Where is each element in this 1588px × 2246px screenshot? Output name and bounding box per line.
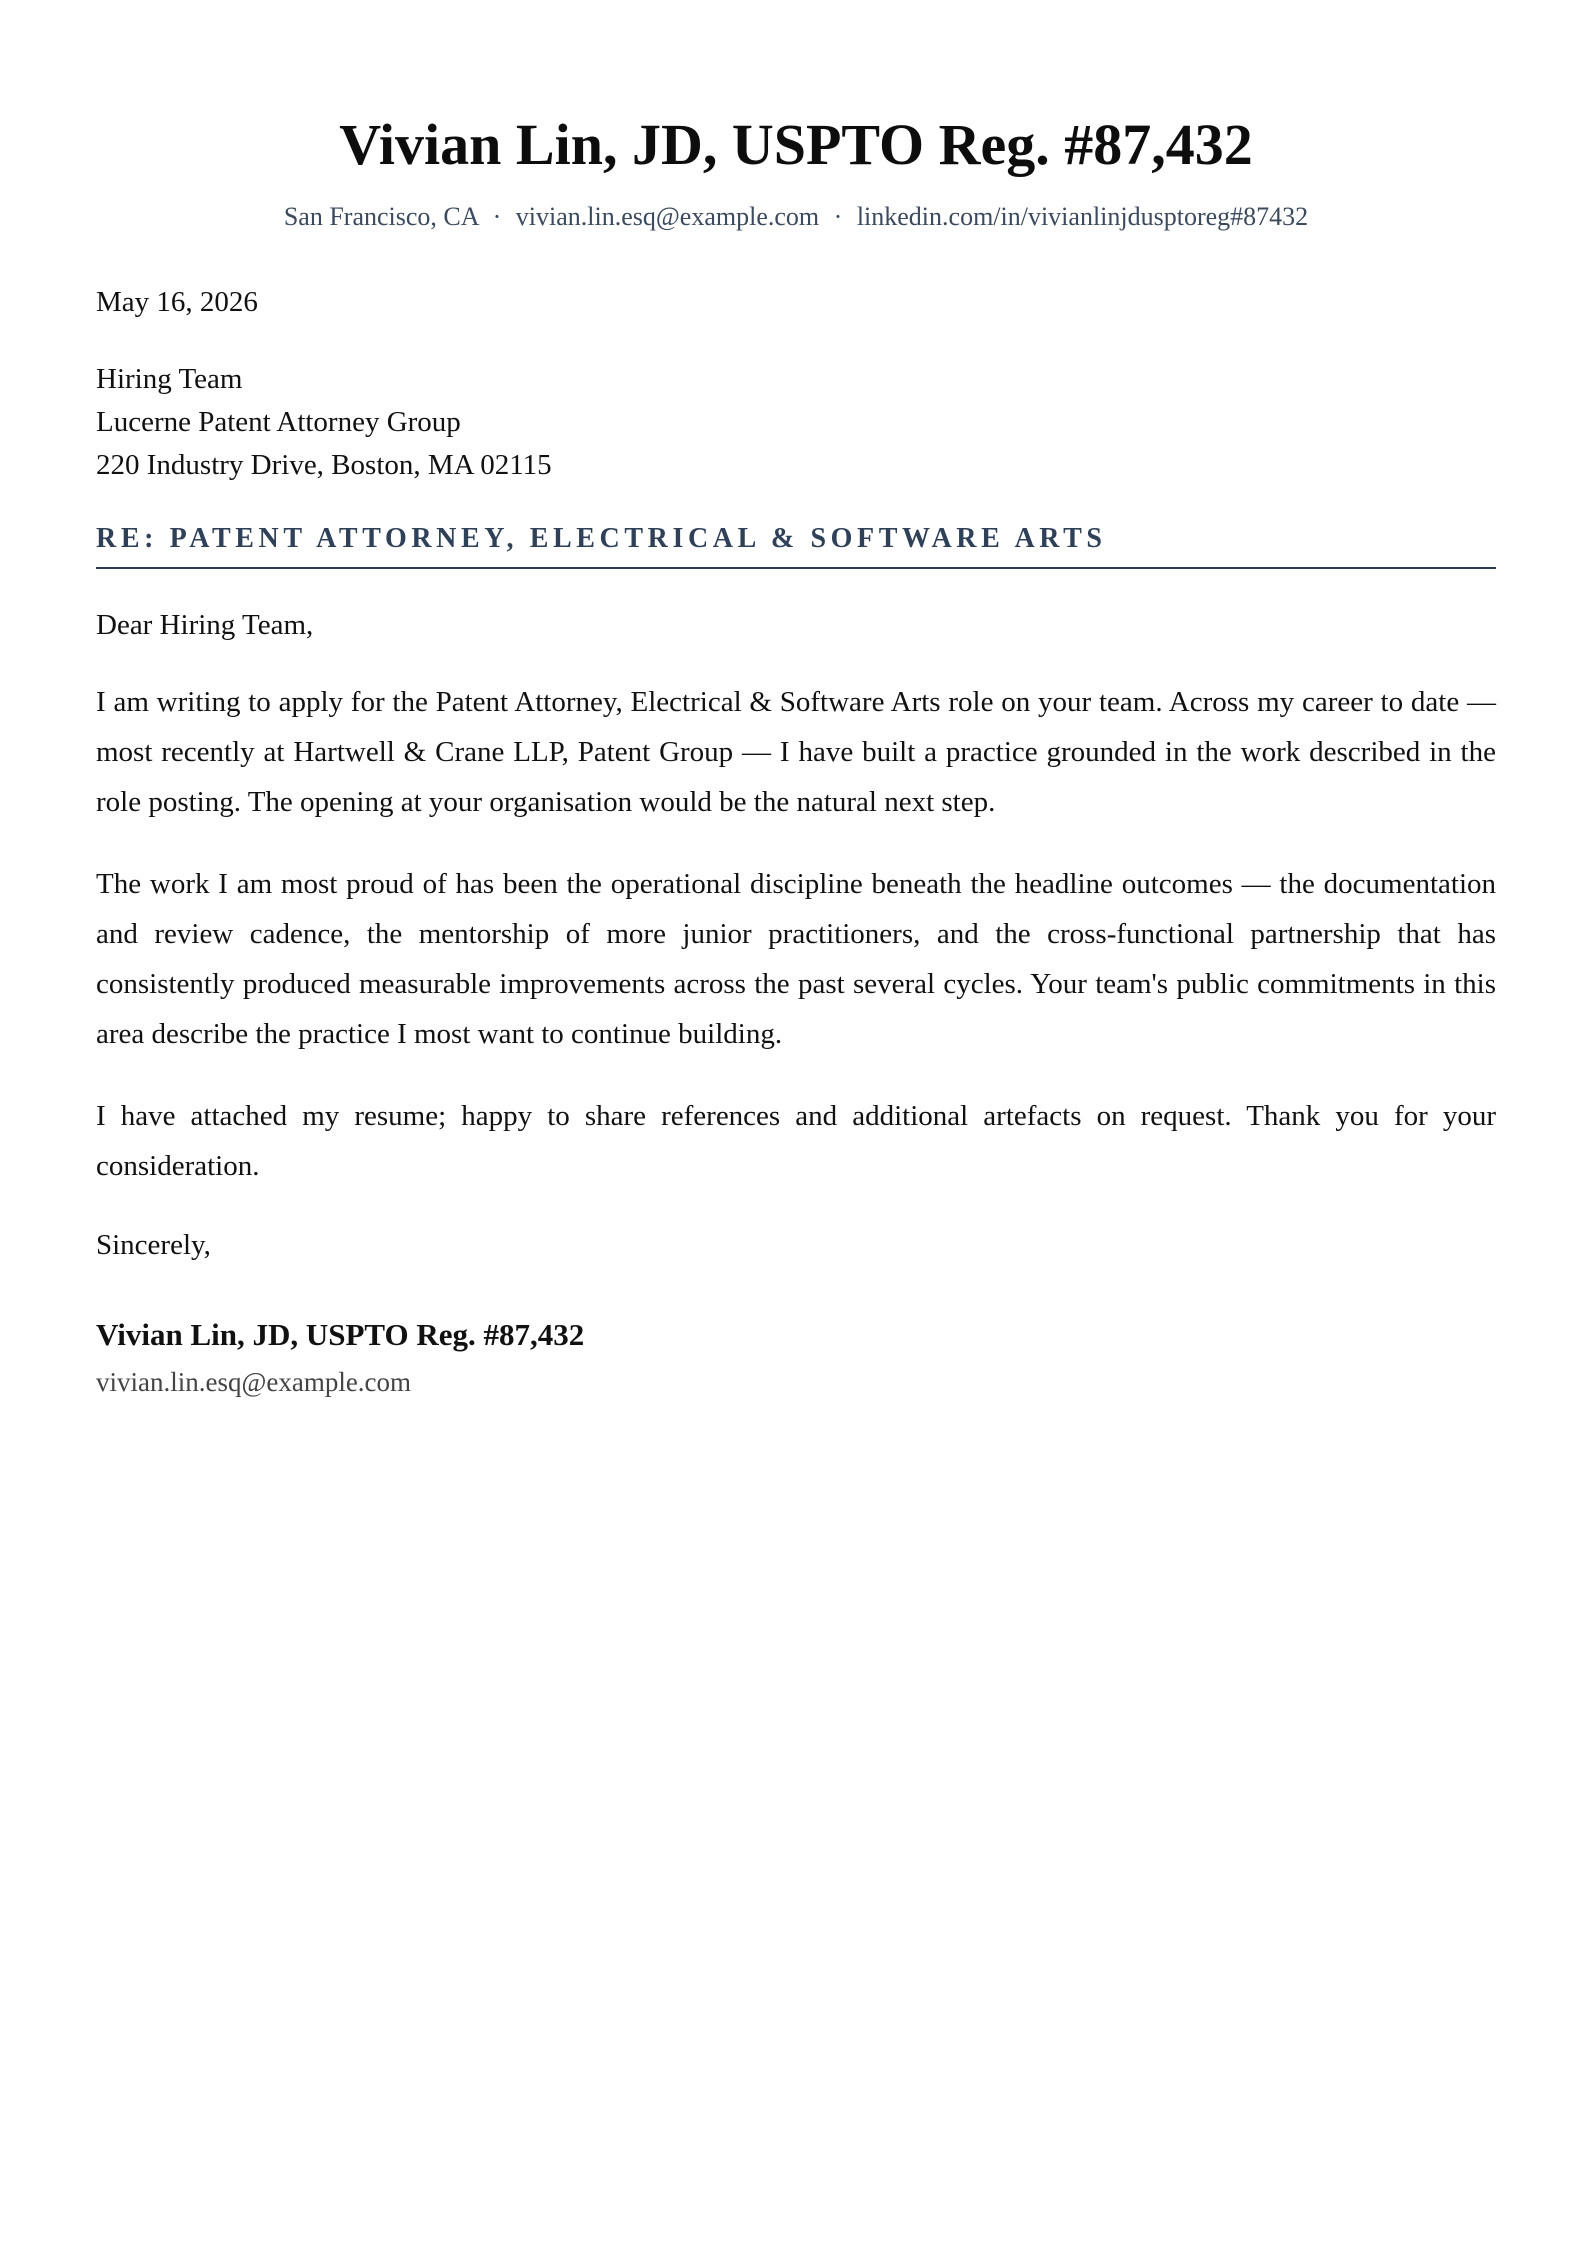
letter-date: May 16, 2026 bbox=[96, 286, 258, 318]
contact-separator: · bbox=[492, 202, 502, 231]
body-paragraph: I have attached my resume; happy to share references and additional artefacts on request. Thank you for your consideration. bbox=[96, 1100, 1496, 1182]
salutation: Dear Hiring Team, bbox=[96, 609, 314, 641]
applicant-name: Vivian Lin, JD, USPTO Reg. #87,432 bbox=[339, 112, 1253, 177]
signature-name: Vivian Lin, JD, USPTO Reg. #87,432 bbox=[96, 1317, 585, 1352]
recipient-line: Hiring Team bbox=[96, 363, 243, 395]
contact-linkedin[interactable]: linkedin.com/in/vivianlinjdusptoreg#87432 bbox=[856, 202, 1309, 231]
contact-location: San Francisco, CA bbox=[283, 202, 479, 231]
cover-letter-page bbox=[96, 0, 1496, 1399]
body-paragraph: The work I am most proud of has been the operational discipline beneath the headline outcomes — the documentation and review cadence, the mentorship of more junior practitioners, and the cross-functional partnership that has consistently produced measurable improvements across the past several cycles. Your team's public commitments in this area describe the practice I most want to continue building. bbox=[96, 868, 1496, 1050]
contact-line bbox=[96, 200, 1496, 234]
signature-email[interactable]: vivian.lin.esq@example.com bbox=[96, 1367, 412, 1397]
contact-email[interactable]: vivian.lin.esq@example.com bbox=[515, 202, 820, 231]
recipient-line: 220 Industry Drive, Boston, MA 02115 bbox=[96, 449, 552, 481]
recipient-line: Lucerne Patent Attorney Group bbox=[96, 406, 461, 438]
recipient-address bbox=[96, 358, 1496, 487]
closing: Sincerely, bbox=[96, 1229, 211, 1261]
body-paragraph: I am writing to apply for the Patent Attorney, Electrical & Software Arts role on your team. Across my career to date — most recently at Hartwell & Crane LLP, Patent Group — I have built a practice grounded in the work described in the role posting. The opening at your organisation would be the natural next step. bbox=[96, 686, 1496, 818]
contact-separator: · bbox=[833, 202, 843, 231]
subject-heading: RE: PATENT ATTORNEY, ELECTRICAL & SOFTWARE ARTS bbox=[96, 519, 1496, 569]
